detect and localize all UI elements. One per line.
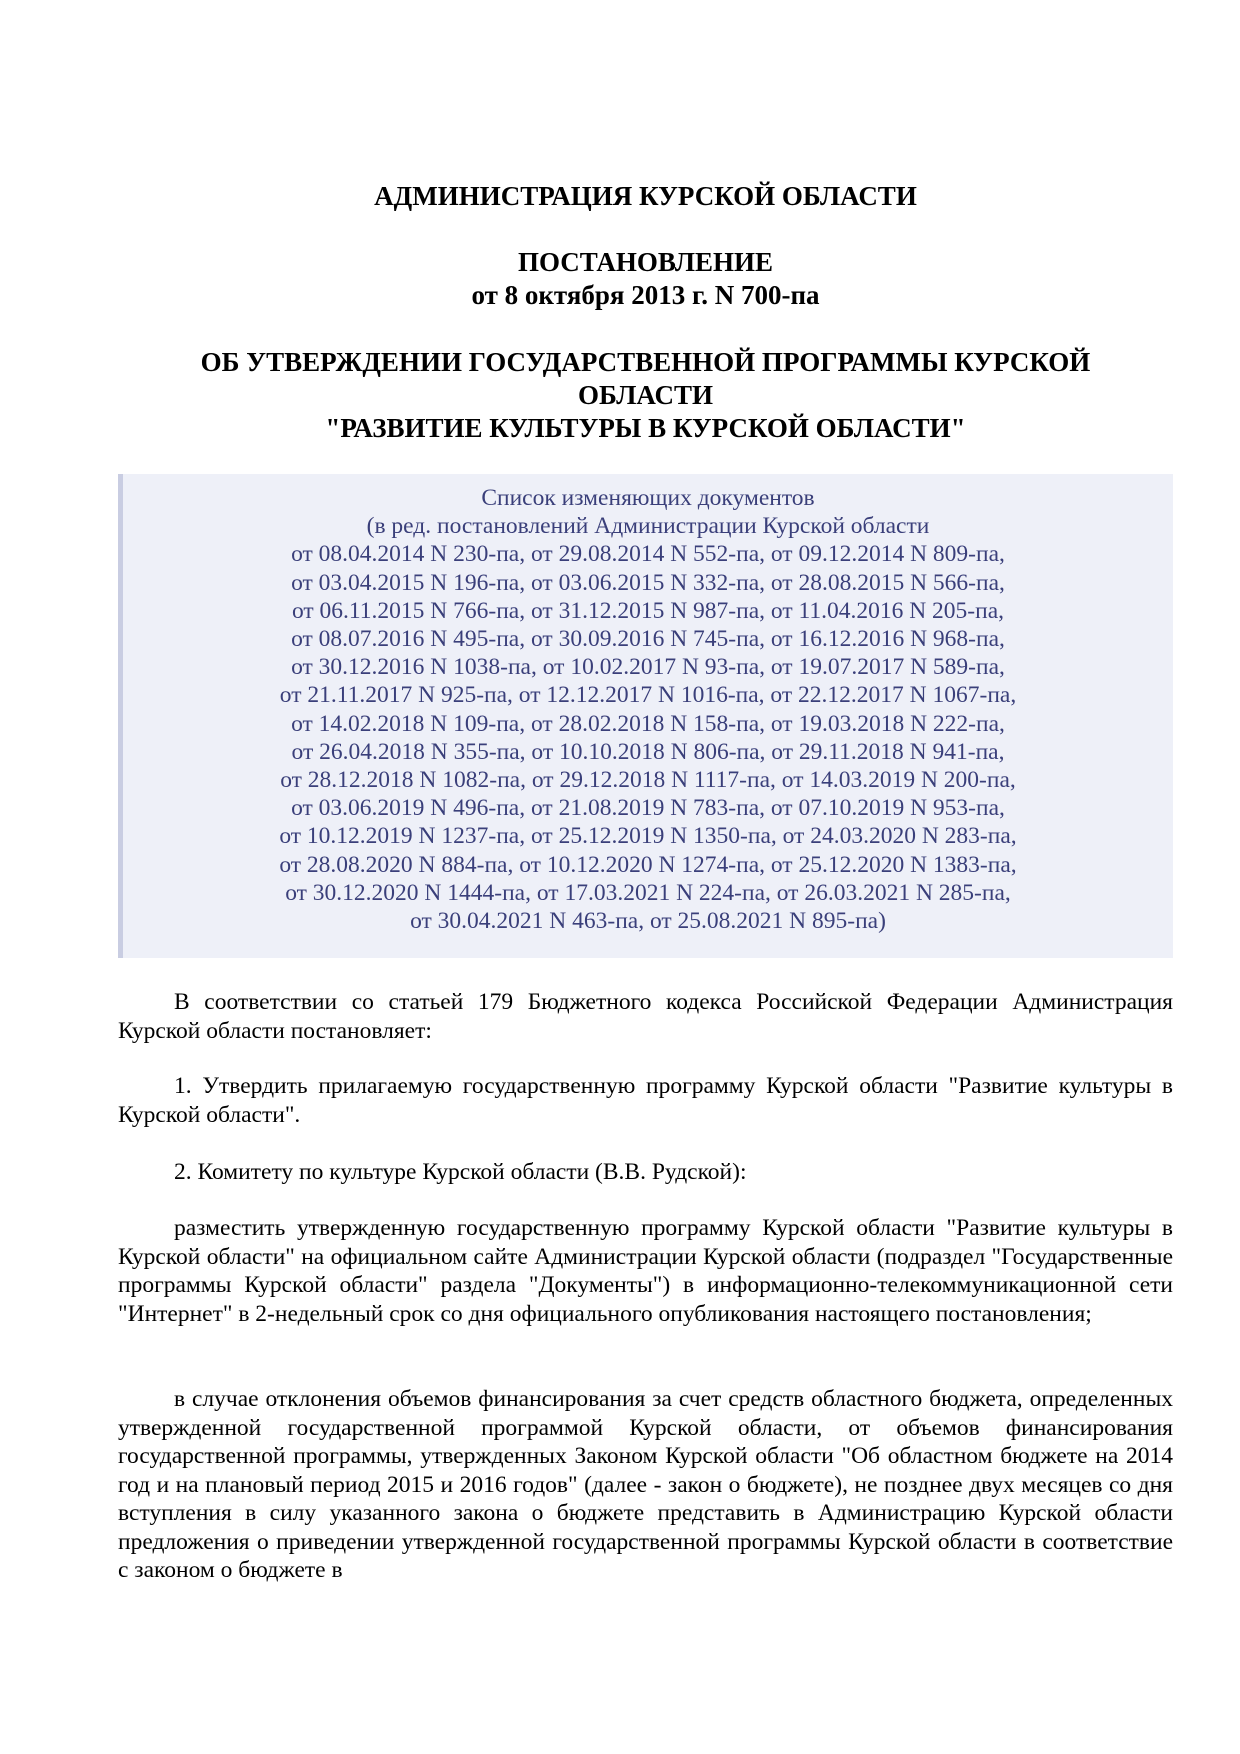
title-line-2: ОБЛАСТИ: [578, 380, 713, 410]
amendment-line: от 30.12.2020 N 1444-па, от 17.03.2021 N 224-па, от 26.03.2021 N 285-па,: [285, 879, 1011, 906]
amendment-line: от 03.06.2019 N 496-па, от 21.08.2019 N 783-па, от 07.10.2019 N 953-па,: [291, 795, 1005, 822]
item-2-budget-paragraph: в случае отклонения объемов финансирования за счет средств областного бюджета, определенных утвержденной государственной программой Курской области, от объемов финансирования государственной программы, утвержденных Законом Курской области "Об областном бюджете на 2014 год и на плановый период 2015 и 2016 годов" (далее - закон о бюджете), не позднее двух месяцев со дня вступления в силу указанного закона о бюджете представить в Администрацию Курской области предложения о приведении утвержденной государственной программы Курской области в соответствие с законом о бюджете в: [118, 1386, 1173, 1583]
authority-text: АДМИНИСТРАЦИЯ КУРСКОЙ ОБЛАСТИ: [374, 181, 917, 211]
title-line-3: "РАЗВИТИЕ КУЛЬТУРЫ В КУРСКОЙ ОБЛАСТИ": [325, 413, 966, 443]
title-line-1: ОБ УТВЕРЖДЕНИИ ГОСУДАРСТВЕННОЙ ПРОГРАММЫ КУРСКОЙ: [200, 347, 1091, 377]
doc-type: ПОСТАНОВЛЕНИЕ: [517, 247, 774, 277]
amendments-box: [118, 474, 1173, 958]
amendment-line: от 30.04.2021 N 463-па, от 25.08.2021 N 895-па): [410, 908, 886, 935]
preamble-paragraph: В соответствии со статьей 179 Бюджетного кодекса Российской Федерации Администрация Курской области постановляет:: [118, 989, 1173, 1044]
item-1-paragraph: 1. Утвердить прилагаемую государственную программу Курской области "Развитие культуры в Курской области".: [118, 1073, 1173, 1128]
amendment-line: от 30.12.2016 N 1038-па, от 10.02.2017 N 93-па, от 19.07.2017 N 589-па,: [291, 654, 1005, 681]
amendment-line: от 26.04.2018 N 355-па, от 10.10.2018 N 806-па, от 29.11.2018 N 941-па,: [291, 738, 1005, 765]
amendment-line: от 08.04.2014 N 230-па, от 29.08.2014 N 552-па, от 09.12.2014 N 809-па,: [291, 541, 1005, 568]
amendments-heading: Список изменяющих документов: [481, 485, 815, 511]
authority-heading: [118, 180, 1173, 213]
amendment-line: от 28.12.2018 N 1082-па, от 29.12.2018 N 1117-па, от 14.03.2019 N 200-па,: [280, 767, 1016, 794]
item-2-publish-paragraph: разместить утвержденную государственную программу Курской области "Развитие культуры в Курской области" на официальном сайте Администрации Курской области (подраздел "Государственные программы Курской области" раздела "Документы") в информационно-телекоммуникационной сети "Интернет" в 2-недельный срок со дня официального опубликования настоящего постановления;: [118, 1215, 1173, 1327]
amendment-line: от 10.12.2019 N 1237-па, от 25.12.2019 N 1350-па, от 24.03.2020 N 283-па,: [279, 823, 1017, 850]
document-title: [118, 346, 1173, 445]
amendment-line: (в ред. постановлений Администрации Курской области: [366, 513, 930, 540]
amendment-line: от 14.02.2018 N 109-па, от 28.02.2018 N 158-па, от 19.03.2018 N 222-па,: [291, 710, 1005, 737]
item-2-paragraph: 2. Комитету по культуре Курской области (В.В. Рудской):: [174, 1159, 747, 1185]
amendment-line: от 06.11.2015 N 766-па, от 31.12.2015 N 987-па, от 11.04.2016 N 205-па,: [291, 597, 1005, 624]
amendment-line: от 08.07.2016 N 495-па, от 30.09.2016 N 745-па, от 16.12.2016 N 968-па,: [291, 626, 1005, 653]
doc-date-number: от 8 октября 2013 г. N 700-па: [471, 280, 820, 310]
resolution-heading: [118, 246, 1173, 312]
amendment-line: от 28.08.2020 N 884-па, от 10.12.2020 N 1274-па, от 25.12.2020 N 1383-па,: [279, 851, 1017, 878]
amendment-line: от 21.11.2017 N 925-па, от 12.12.2017 N 1016-па, от 22.12.2017 N 1067-па,: [279, 682, 1017, 709]
amendment-line: от 03.04.2015 N 196-па, от 03.06.2015 N 332-па, от 28.08.2015 N 566-па,: [291, 569, 1005, 596]
amendments-list: [123, 484, 1173, 935]
